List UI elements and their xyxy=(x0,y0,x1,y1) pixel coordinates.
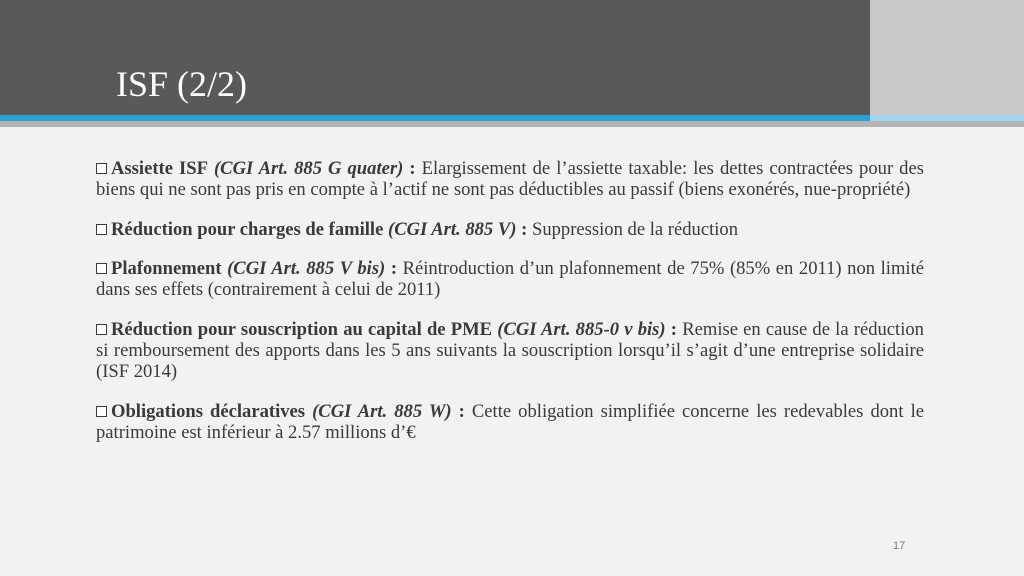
header-side-panel xyxy=(870,0,1024,115)
checkbox-bullet-icon xyxy=(96,324,107,335)
item-term: Plafonnement xyxy=(111,258,222,279)
item-separator: : xyxy=(670,319,677,340)
item-term: Réduction pour souscription au capital de PME xyxy=(111,319,493,340)
page-number: 17 xyxy=(893,540,906,552)
list-item xyxy=(96,401,924,443)
slide-content xyxy=(96,158,924,462)
item-term: Assiette ISF xyxy=(111,158,208,179)
item-separator: : xyxy=(409,158,416,179)
item-separator: : xyxy=(390,258,398,279)
item-reference: (CGI Art. 885 G quater) xyxy=(213,158,404,179)
list-item xyxy=(96,219,924,240)
checkbox-bullet-icon xyxy=(96,406,107,417)
divider-bar xyxy=(0,121,1024,127)
item-reference: (CGI Art. 885-0 v bis) xyxy=(497,319,666,340)
item-text: Elargissement de l’assiette taxable: les dettes contractées pour des biens qui ne sont pas pris en compte à l’actif ne sont pas déductibles au passif (biens exonérés, nue-propriété) xyxy=(96,158,924,200)
list-item xyxy=(96,158,924,200)
checkbox-bullet-icon xyxy=(96,263,107,274)
slide-title: ISF (2/2) xyxy=(116,64,248,104)
checkbox-bullet-icon xyxy=(96,163,107,174)
item-term: Obligations déclaratives xyxy=(111,401,306,422)
list-item xyxy=(96,258,924,300)
item-term: Réduction pour charges de famille xyxy=(111,219,384,240)
list-item xyxy=(96,319,924,382)
item-text: Cette obligation simplifiée concerne les redevables dont le patrimoine est inférieur à 2.57 millions d’€ xyxy=(96,401,924,443)
item-separator: : xyxy=(521,219,528,240)
item-reference: (CGI Art. 885 V) xyxy=(388,219,517,240)
item-text: Remise en cause de la réduction si remboursement des apports dans les 5 ans suivants la souscription lorsqu’il s’agit d’une entreprise solidaire (ISF 2014) xyxy=(96,319,924,382)
item-reference: (CGI Art. 885 V bis) xyxy=(227,258,386,279)
item-text: Réintroduction d’un plafonnement de 75% (85% en 2011) non limité dans ses effets (contrairement à celui de 2011) xyxy=(96,258,924,300)
item-reference: (CGI Art. 885 W) xyxy=(312,401,452,422)
checkbox-bullet-icon xyxy=(96,224,107,235)
item-text: Suppression de la réduction xyxy=(531,219,739,240)
item-separator: : xyxy=(458,401,465,422)
